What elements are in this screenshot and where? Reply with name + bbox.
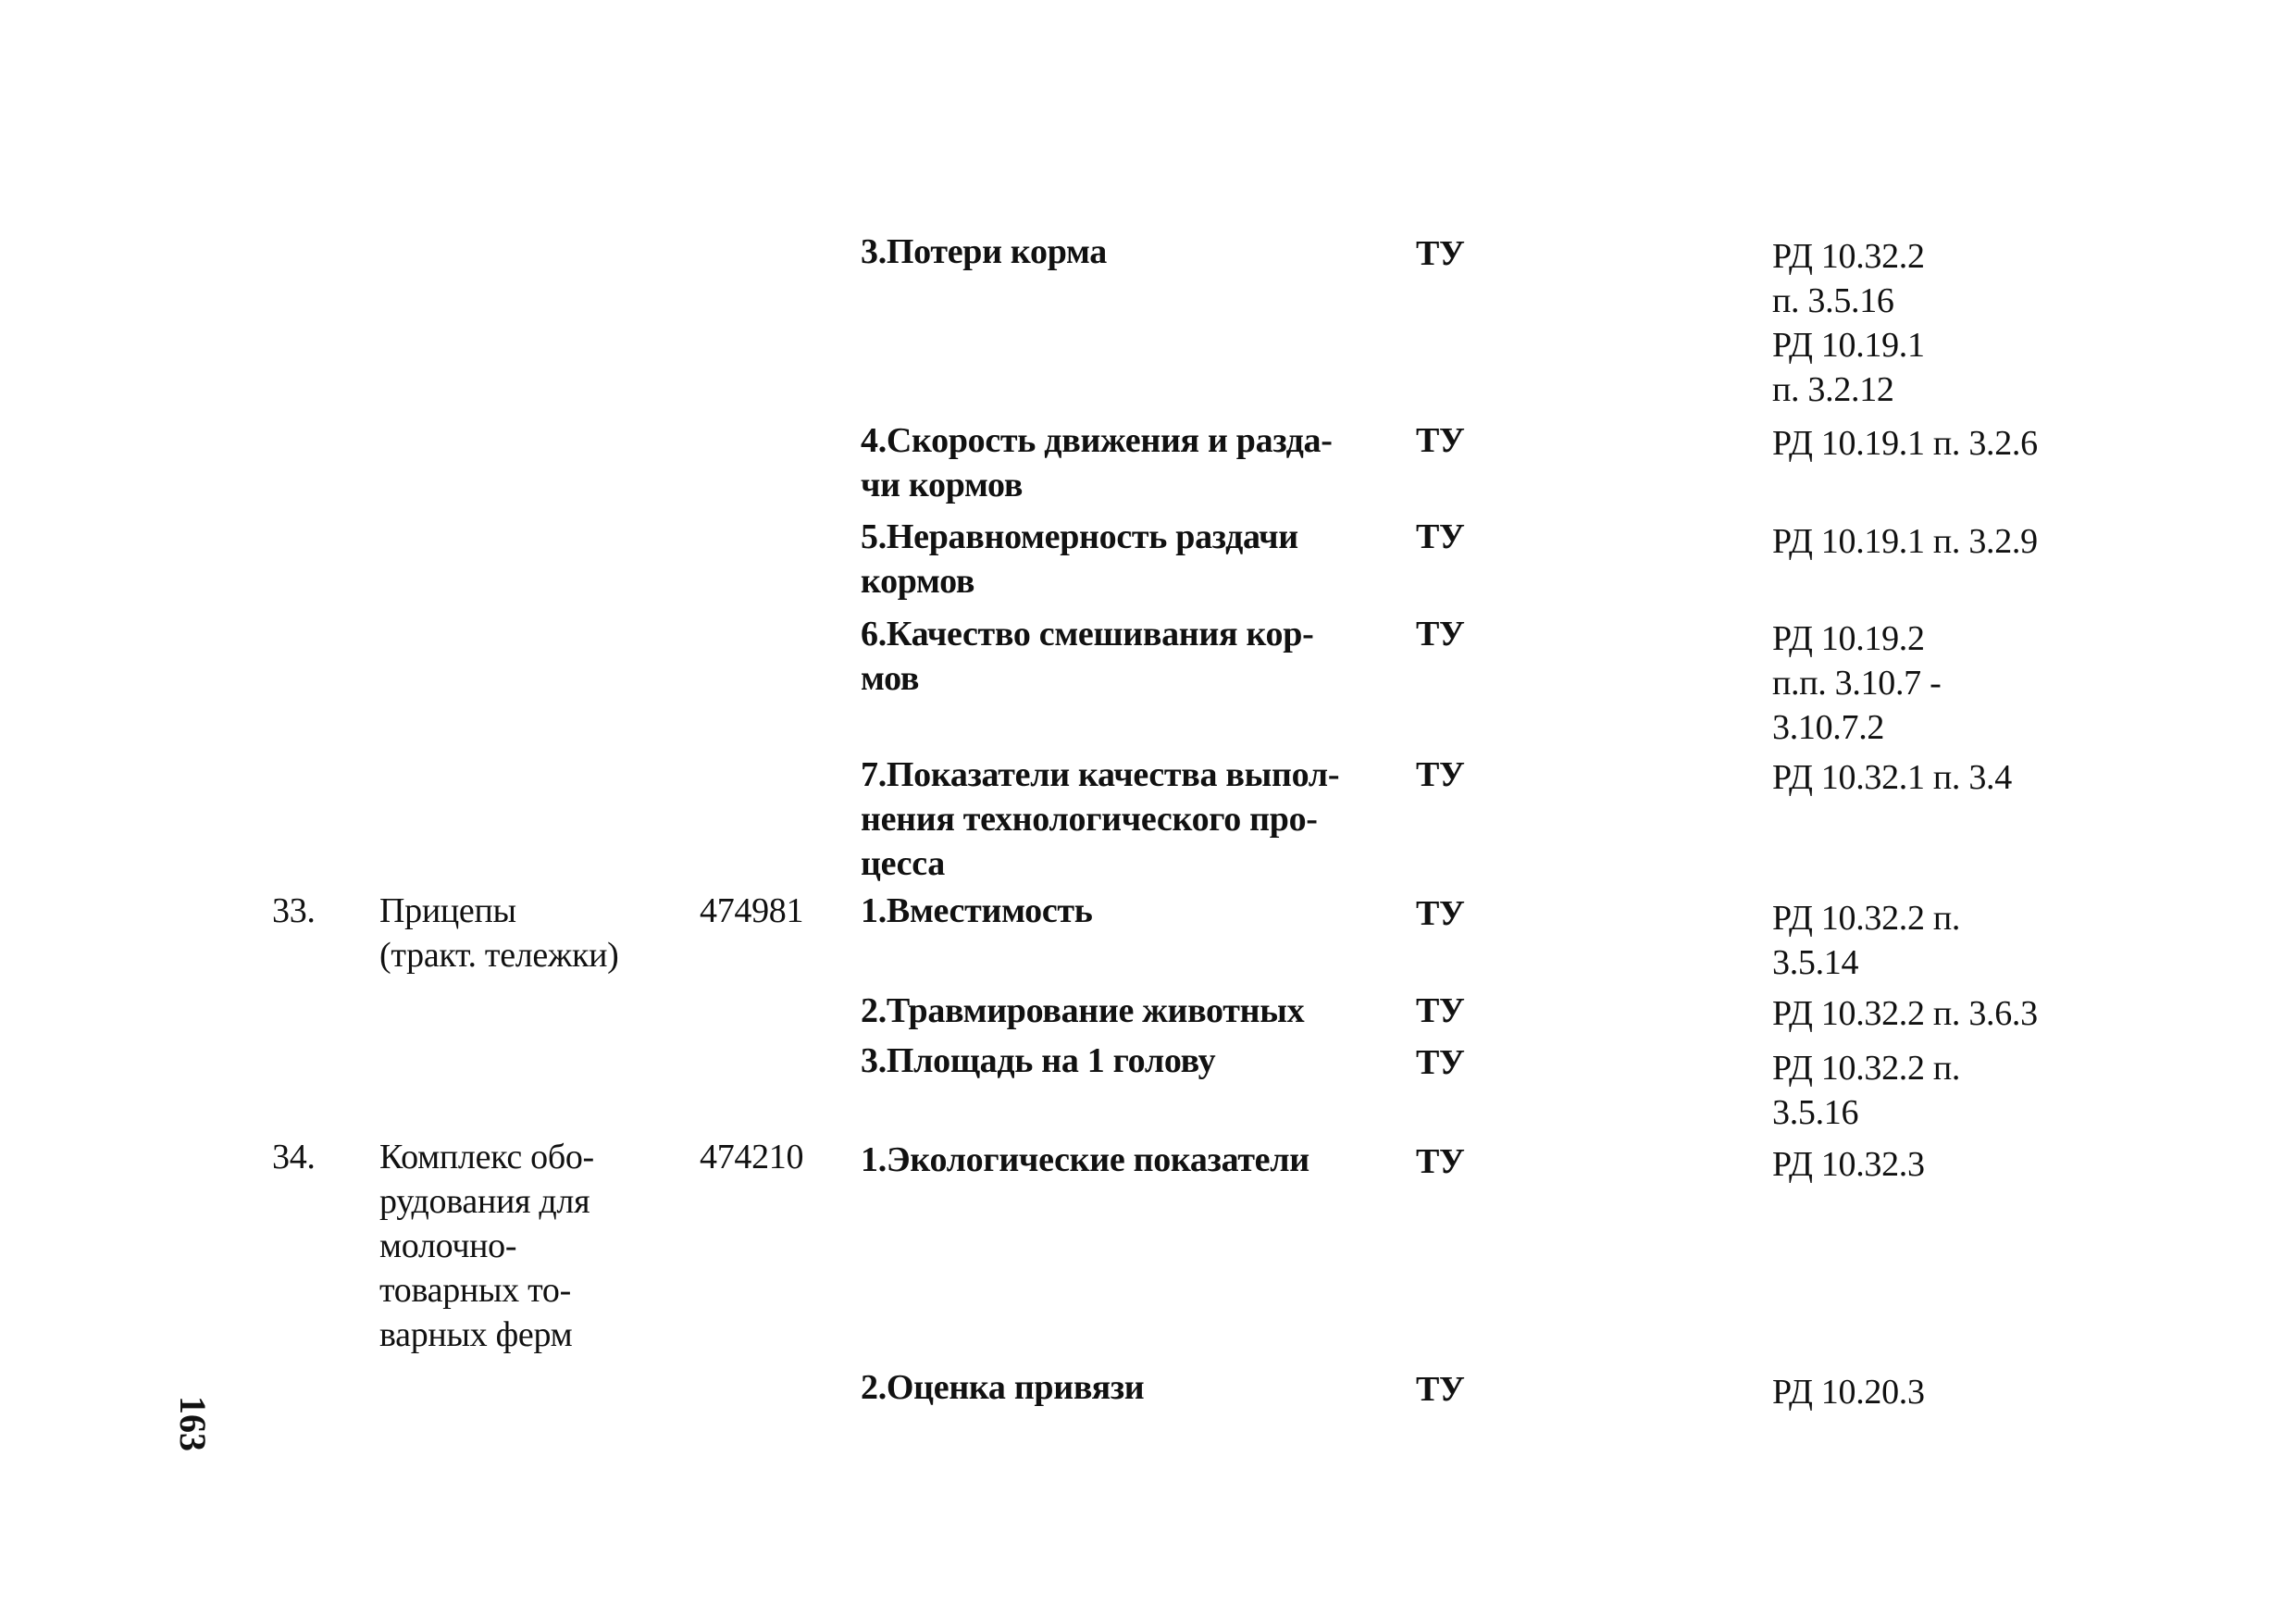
reference-cell: РД 10.20.3 (1772, 1373, 1925, 1412)
item-code: 474981 (700, 891, 804, 930)
reference-cell: РД 10.32.1 п. 3.4 (1772, 758, 2012, 797)
reference-cell: РД 10.32.2 п. 3.5.14 (1772, 899, 1961, 982)
indicator-cell: 7.Показатели качества выпол- нения технологического про- цесса (861, 755, 1340, 883)
doc-type-cell: ТУ (1416, 234, 1465, 273)
item-code: 474210 (700, 1138, 804, 1176)
doc-type-cell: ТУ (1416, 991, 1465, 1030)
doc-type-cell: ТУ (1416, 894, 1465, 933)
item-name: Комплекс обо- рудования для молочно- товарных то- варных ферм (379, 1138, 594, 1354)
indicator-cell: 2.Оценка привязи (861, 1368, 1145, 1407)
doc-type-cell: ТУ (1416, 1142, 1465, 1181)
indicator-cell: 3.Площадь на 1 голову (861, 1041, 1216, 1080)
doc-type-cell: ТУ (1416, 517, 1465, 556)
doc-type-cell: ТУ (1416, 1043, 1465, 1082)
page-number: 163 (172, 1396, 214, 1451)
reference-cell: РД 10.32.3 (1772, 1145, 1925, 1184)
indicator-cell: 4.Скорость движения и разда- чи кормов (861, 421, 1333, 504)
doc-type-cell: ТУ (1416, 755, 1465, 794)
indicator-cell: 1.Вместимость (861, 891, 1093, 930)
reference-cell: РД 10.32.2 п. 3.6.3 (1772, 994, 2038, 1033)
indicator-cell: 1.Экологические показатели (861, 1140, 1309, 1179)
item-number: 34. (272, 1138, 316, 1176)
item-name: Прицепы (тракт. тележки) (379, 891, 619, 975)
indicator-cell: 2.Травмирование животных (861, 991, 1305, 1030)
reference-cell: РД 10.19.1 п. 3.2.6 (1772, 424, 2038, 463)
indicator-cell: 3.Потери корма (861, 232, 1107, 271)
doc-type-cell: ТУ (1416, 1370, 1465, 1409)
indicator-cell: 6.Качество смешивания кор- мов (861, 615, 1314, 698)
reference-cell: РД 10.19.1 п. 3.2.9 (1772, 522, 2038, 561)
doc-type-cell: ТУ (1416, 615, 1465, 653)
item-number: 33. (272, 891, 316, 930)
reference-cell: РД 10.32.2 п. 3.5.16 РД 10.19.1 п. 3.2.12 (1772, 237, 1925, 409)
reference-cell: РД 10.19.2 п.п. 3.10.7 - 3.10.7.2 (1772, 619, 1942, 747)
indicator-cell: 5.Неравномерность раздачи кормов (861, 517, 1298, 601)
reference-cell: РД 10.32.2 п. 3.5.16 (1772, 1049, 1961, 1132)
doc-type-cell: ТУ (1416, 421, 1465, 460)
